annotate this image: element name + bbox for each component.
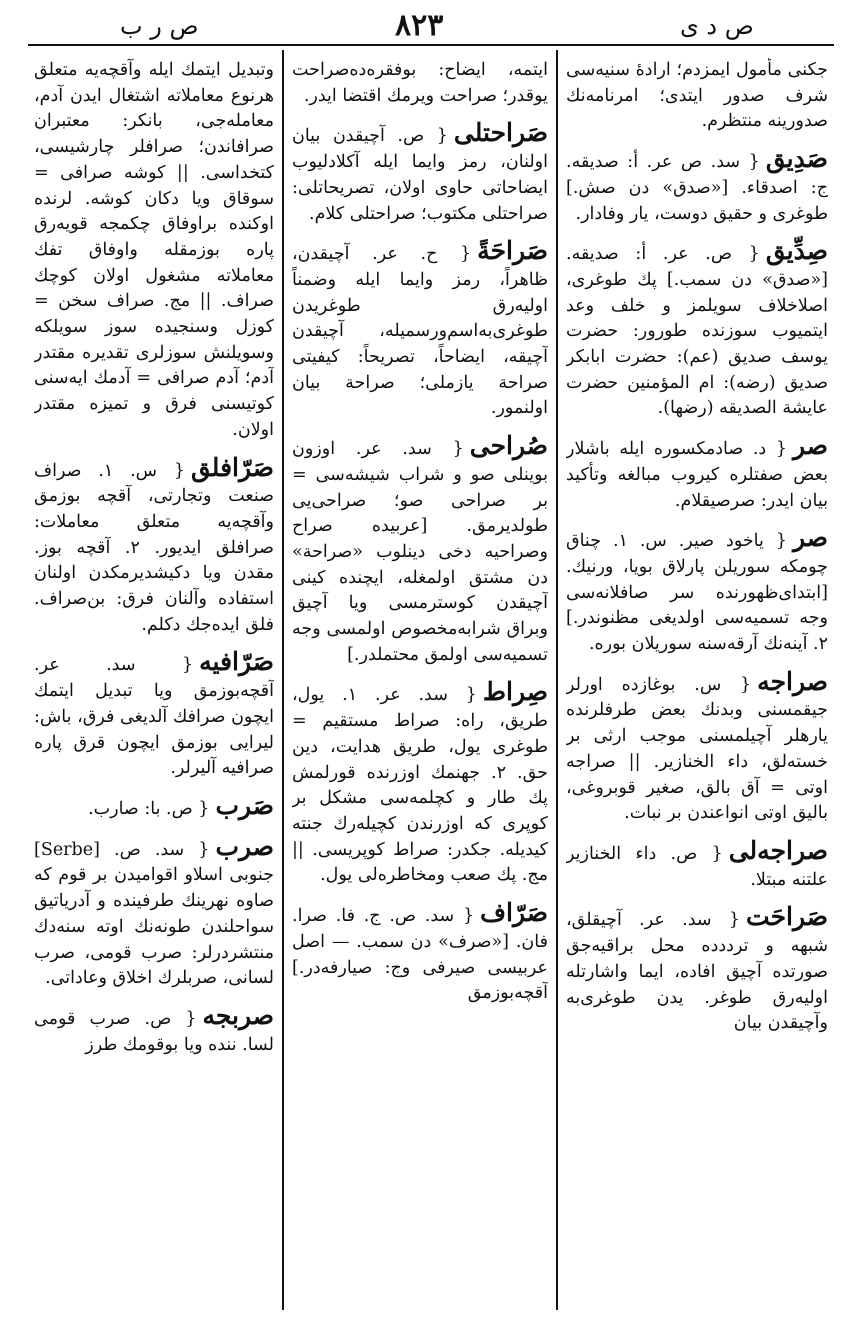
- dictionary-entry: [566, 903, 828, 1037]
- entry-definition: { ص. عر. أ: صديقه. [«صدق» دن سمب.] پك طوغرى، اصلاخلاف سويلمز و خلف وعد ايتميوب سوزنده طورور: حضرت يوسف صديق (عم): حضرت ابابكر صديق (رضه): ام المؤمنين حضرت عايشة الصديقه (رضها).: [566, 244, 828, 419]
- entry-definition: { سد. عر. اوزون بوينلى صو و شراب شيشه‌سى = بر صراحى صو؛ صراحى‌يى طولديرمق. [عربيده صراح وصراحيه دخى دينلوب «صراحة» دن مشتق اولمغله، ايچنده كينى آچيقدن كوسترمسى ويا آچيق وبراق شرابه‌مخصوص اولمسى وجه تسميه‌سى اولمق محتملدر.]: [292, 439, 548, 665]
- dictionary-entry: [34, 1002, 274, 1058]
- dictionary-entry: [292, 432, 548, 668]
- dictionary-entry: [34, 792, 274, 823]
- dictionary-entry: [292, 237, 548, 422]
- entry-definition: { سد. عر. آقچه‌بوزمق ويا تبديل ايتمك ايچون صرافك آلديغى فرق، باش: ليرايى بوزمق ايچون قرق پاره صرافيه آليرلر.: [34, 655, 274, 779]
- entry-headword: صُراحى: [469, 431, 548, 461]
- entry-headword: صَرّافيه: [199, 647, 274, 677]
- page-number: ٨٢٣: [395, 8, 444, 43]
- entry-definition: { ص. با: صارب.: [88, 798, 210, 819]
- entry-definition: { سد. ص عر. أ: صديقه. ج: اصدقاء. [«صدق» دن صش.] طوغرى و حقيق دوست، يار وفادار.: [566, 152, 828, 224]
- header-left-letters: ص ر ب: [120, 12, 199, 40]
- entry-definition: { س. بوغازده اورلر جيقمسنى وبدنك بعض طرفلرنده يارهلر آچيلمسنى موجب ارثى بر خسته‌لق، داء الخنازير. || صراجه اوتى = آق بالق، صغير قوبروغى، باليق اوتى انواعندن بر نبات.: [566, 674, 828, 824]
- column-divider-left: [282, 50, 284, 1310]
- dictionary-entry: [566, 524, 828, 658]
- dictionary-entry: [34, 833, 274, 992]
- entry-headword: صَراحتلى: [453, 118, 548, 148]
- dictionary-entry: [34, 454, 274, 639]
- entry-headword: صَراحَت: [746, 902, 828, 932]
- entry-headword: صر: [792, 431, 828, 461]
- entry-definition: { ح. عر. آچيقدن، ظاهراً، رمز وايما ايله وضمناً اوليه‌رق طوغريدن طوغرى‌به‌اسم‌ورسميله، آچيقدن آچيقه، ايضاحاً، تصريحاً: كيفيتى صراحة يازملى؛ صراحة بيان اولنمور.: [292, 244, 548, 419]
- dictionary-entry: [292, 899, 548, 1007]
- entry-definition: { س. ١. صراف صنعت وتجارتى، آقچه بوزمق وآقچه‌يه متعلق معاملات: صرافلق ايديور. ٢. آقچه بوز. مقدن ويا دكيشديرمكدن اولنان استفاده وآلنان فرق: بن‌صراف. فلق ايده‌جك دكلم.: [34, 460, 274, 635]
- entry-headword: صرب: [215, 831, 274, 861]
- dictionary-entry: [566, 58, 828, 135]
- dictionary-entry: [292, 119, 548, 227]
- header-right-letters: ص د ى: [680, 12, 754, 40]
- entry-definition: { ص. صرب قومى لسا. ننده ويا بوقومك طرز: [34, 1008, 274, 1055]
- dictionary-entry: [292, 678, 548, 889]
- dictionary-entry: [292, 58, 548, 109]
- entry-definition: ايتمه، ايضاح: بوفقره‌ده‌صراحت يوقدر؛ صراحت ويرمك اقتضا ايدر.: [292, 60, 548, 106]
- entry-definition: { ص. آچيقدن بيان اولنان، رمز وايما ايله آكلادليوب ايضاحاتى حاوى اولان، تصريحاتلى: صراحتلى مكتوب؛ صراحتلى كلام.: [292, 126, 548, 224]
- entry-definition: { سد. ص. [Serbe] جنوبى اسلاو اقواميدن بر قوم كه صاوه نهرينك طرفينده و آدرياتيق سواحلندن طونه‌نك اوته سنه‌دك منتشردرلر: صرب قومى، صرب لسانى، صربلرك اخلاق وعاداتى.: [34, 839, 274, 989]
- entry-definition: { د. صادمكسوره ايله باشلار بعض صفتلره كيروب مبالغه وتأكيد بيان ايدر: صرصيقلام.: [566, 439, 828, 511]
- entry-definition: { سد. ص. ج. فا. صرا. فان. [«صرف» دن سمب. — اصل عربيسى صيرفى وج: صيارفه‌در.] آقچه‌بوزمق: [292, 906, 548, 1004]
- entry-definition: وتبديل ايتمك ايله وآقچه‌يه متعلق هرنوع معاملاته اشتغال ايدن آدم، معامله‌جى، بانكر: معتبران صرافاندن؛ صرافلر چارشيسى، كتخداسى. || كوشه صرافى = سوقاق ويا دكان كوشه. لرنده اوكنده براوفاق چكمجه قويه‌رق پاره بوزمقله واوفاق تفك معاملاته مشغول اولان كوچك صراف. || مج. صراف سخن = كوزل وسنجيده سوز سويلكه وسويلنش سوزلرى تقديره مقتدر آدم؛ آدم صرافى = آدمك ايه‌سنى كوتيسنى فرق و تميزه مقتدر اولان.: [34, 60, 274, 440]
- column-right: [566, 58, 828, 1308]
- page-header: [30, 8, 820, 44]
- entry-headword: صَرّاف: [480, 898, 548, 928]
- entry-definition: { سد. عر. ١. يول، طريق، راه: صراط مستقيم = طوغرى يول، طريق هدايت، دين حق. ٢. جهنمك اوزرنده قورلمش پك طار و كچلمه‌سى مشكل بر كوپرى كه اوزرندن كچيله‌رك جنته كيديله. جكدر: صراط كوپريسى. || مج. پك صعب ومخاطره‌لى يول.: [292, 685, 548, 886]
- entry-headword: صر: [792, 523, 828, 553]
- entry-headword: صراجه: [757, 666, 828, 696]
- entry-headword: صراجه‌لى: [728, 835, 828, 865]
- column-left: [34, 58, 274, 1308]
- dictionary-entry: [566, 837, 828, 893]
- entry-headword: صَدِيق: [765, 144, 828, 174]
- dictionary-entry: [566, 668, 828, 827]
- entry-definition: { ياخود صير. س. ١. چناق چومكه سوريلن پارلاق بويا، ورنيك. [ابتداى‌ظهورنده سر صافلانه‌سى وجه تسميه‌سى اولديغى مظنوندر.] ٢. آينه‌نك آرقه‌سنه سوريلان بوره.: [566, 531, 828, 655]
- entry-definition: { سد. عر. آچيقلق، شبهه و ترددده محل براقيه‌جق صورتده آچيق افاده، ايما واشارتله اوليه‌رق طوغر. يدن طوغرى‌به وآچيقدن بيان: [566, 910, 828, 1034]
- entry-headword: صَرب: [215, 790, 274, 820]
- header-rule: [28, 44, 834, 46]
- dictionary-entry: [566, 145, 828, 227]
- dictionary-entry: [34, 58, 274, 444]
- column-middle: [292, 58, 548, 1308]
- entry-headword: صَرّافلق: [190, 452, 274, 482]
- dictionary-entry: [566, 432, 828, 514]
- entry-definition: { ص. داء الخنازير علتنه مبتلا.: [566, 843, 828, 890]
- entry-headword: صِدِّيق: [765, 236, 828, 266]
- dictionary-entry: [34, 648, 274, 782]
- entry-headword: صربجه: [202, 1000, 274, 1030]
- entry-headword: صِراط: [482, 677, 548, 707]
- dictionary-entry: [566, 237, 828, 422]
- entry-definition: جكنى مأمول ايمزدم؛ ارادهٔ سنيه‌سى شرف صدور ايتدى؛ امرنامه‌نك صدورينه منتظرم.: [566, 60, 828, 132]
- column-divider-right: [556, 50, 558, 1310]
- entry-headword: صَراحَةً: [477, 236, 548, 266]
